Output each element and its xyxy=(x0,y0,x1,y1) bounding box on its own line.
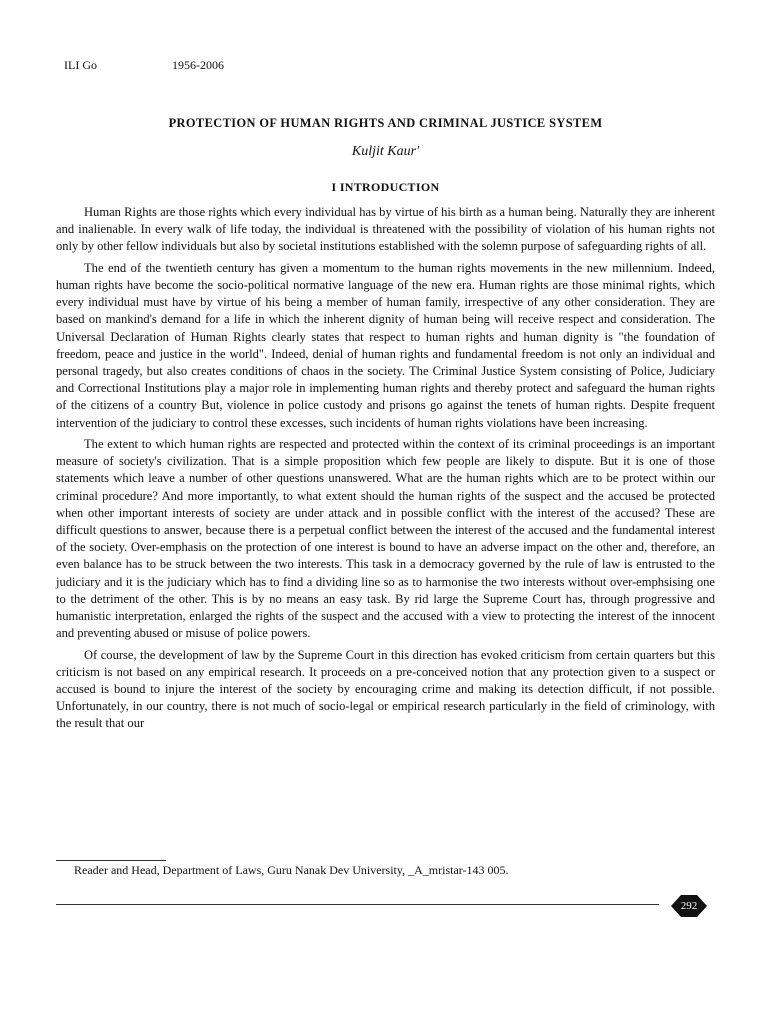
header-journal: ILI Go xyxy=(64,58,97,72)
paragraph: Human Rights are those rights which every individual has by virtue of his birth as a human being. Naturally they are inherent and inalienable. In every walk of life today, the individual is threatened with the possibility of violation of his human rights not only by other fellow individuals but also by societal institutions established with the solemn purpose of safeguarding rights of all. xyxy=(56,205,715,254)
article-author: Kuljit Kaur' xyxy=(351,144,420,159)
page-bottom-rule xyxy=(56,904,659,905)
footnote: Reader and Head, Department of Laws, Guru Nanak Dev University, _A_mristar-143 005. xyxy=(74,863,509,877)
paragraph: Of course, the development of law by the Supreme Court in this direction has evoked criticism from certain quarters but this criticism is not based on any empirical research. It proceeds on a pre-conceived notion that any protection given to a suspect or accused is bound to injure the interest of the society by encouraging crime and making its detection difficult, if not possible. Unfortunately, in our country, there is not much of socio-legal or empirical research particularly in the field of criminology, with the result that our xyxy=(56,647,715,731)
article-content xyxy=(56,115,715,737)
running-header xyxy=(64,57,716,73)
header-years: 1956-2006 xyxy=(172,58,224,72)
body-text xyxy=(56,204,715,733)
paragraph: The extent to which human rights are respected and protected within the context of its criminal proceedings is an important measure of society's civilization. That is a simple proposition which few people are likely to dispute. But it is one of those statements which leave a number of other questions unanswered. What are the human rights which are to be protect within our criminal procedure? And more importantly, to what extent should the human rights of the suspect and the accused be protected when other important interests of society are under attack and in possible conflict with the interest of the accused? These are difficult questions to answer, because there is a perpetual conflict between the interest of the accused and the fundamental interest of the society. Over-emphasis on the protection of one interest is bound to have an adverse impact on the other and, therefore, an even balance has to be struck between the two interests. This task in a democracy governed by the rule of law is entrusted to the judiciary and it is the judiciary which has to find a dividing line so as to harmonise the two interests without over-emphsising one to the detriment of the other. This is by no means an easy task. By rid large the Supreme Court has, through progressive and humanistic interpretation, enlarged the rights of the suspect and the accused with a view to protecting the interest of the innocent and preventing abused or misuse of police powers. xyxy=(56,437,715,641)
paragraph: The end of the twentieth century has given a momentum to the human rights movements in the new millennium. Indeed, human rights have become the socio-political normative language of the new era. Human rights are those minimal rights, which every individual must have by virtue of his being a member of human family, irrespective of any other consideration. They are based on mankind's demand for a life in which the inherent dignity of human being will receive respect and consideration. The Universal Declaration of Human Rights clearly states that respect to human rights and human dignity is "the foundation of freedom, peace and justice in the world". Indeed, denial of human rights and fundamental freedom is not only an individual and personal tragedy, but also creates conditions of chaos in the society. The Criminal Justice System consisting of Police, Judiciary and Correctional Institutions play a major role in implementing human rights and thereby protect and safeguard the human rights of the citizens of a country But, violence in police custody and prisons go against the tenets of human rights. Despite frequent intervention of the judiciary to control these excesses, such incidents of human rights violations have been increasing. xyxy=(56,260,715,430)
page-number: 292 xyxy=(680,900,698,912)
footnote-divider xyxy=(56,860,166,861)
section-heading: I INTRODUCTION xyxy=(331,180,440,194)
article-title: PROTECTION OF HUMAN RIGHTS AND CRIMINAL JUSTICE SYSTEM xyxy=(168,116,603,130)
page-number-badge xyxy=(671,894,707,918)
